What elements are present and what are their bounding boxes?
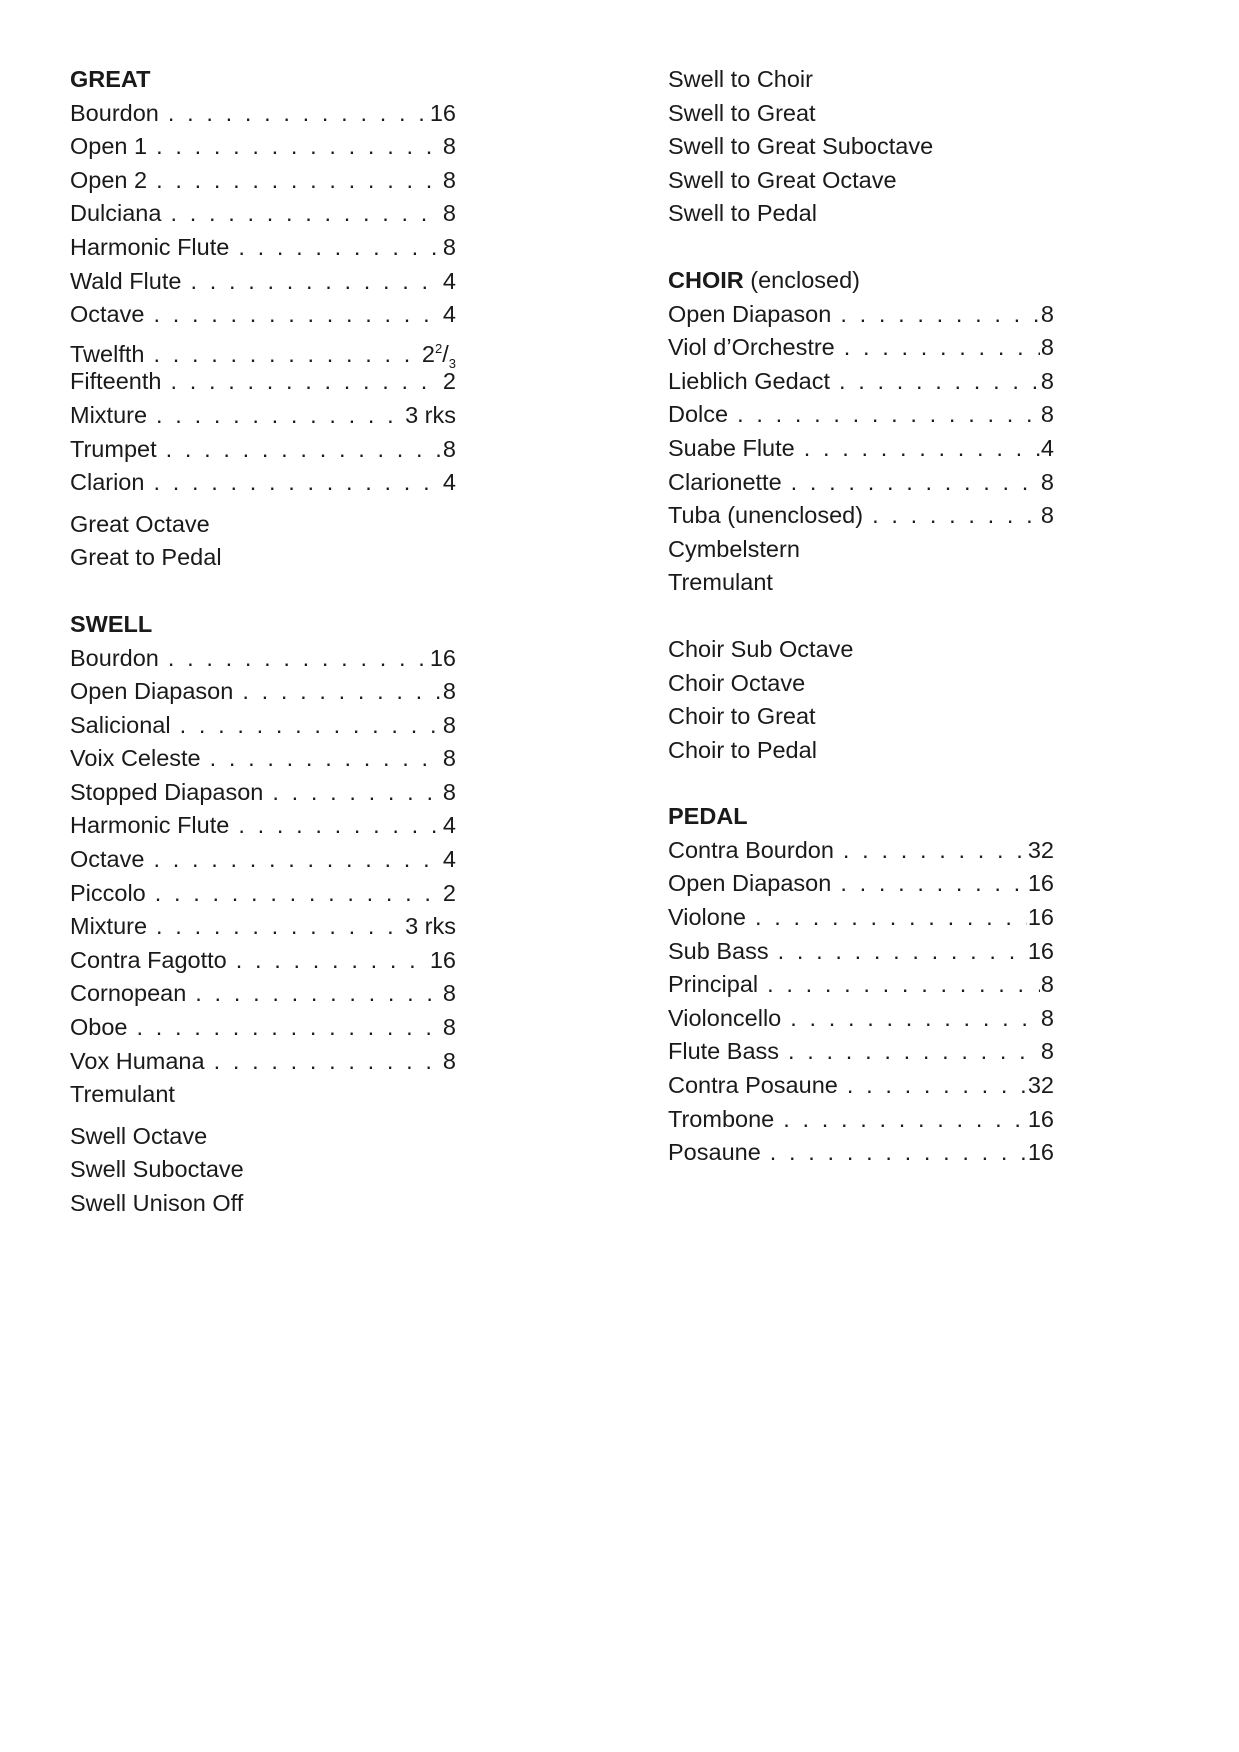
stop-name: Posaune: [668, 1139, 761, 1166]
dot-leader: [737, 398, 1040, 432]
pitch-fraction-numerator: 2: [435, 340, 443, 356]
dot-leader: [190, 265, 441, 299]
stop-pitch: [1041, 1002, 1054, 1036]
stop-name: Violoncello: [668, 1004, 782, 1031]
stop-name: Trombone: [668, 1105, 775, 1132]
stop-pitch: [1028, 867, 1054, 901]
dot-leader: [238, 231, 442, 265]
stop-pitch: [443, 809, 456, 843]
dot-leader: [778, 935, 1027, 969]
stop-pitch-value: 16: [1027, 1139, 1054, 1166]
dot-leader: [872, 499, 1040, 533]
stop-pitch-value: 32: [1027, 1072, 1054, 1099]
stop-row: [70, 97, 456, 131]
stop-name: Wald Flute: [70, 267, 182, 294]
choir-extras-list: [668, 533, 1054, 600]
stop-pitch-value: 8: [1040, 502, 1054, 529]
stop-name: Clarionette: [668, 468, 782, 495]
choir-coupler-list: [668, 633, 1054, 767]
stop-row: [668, 499, 1054, 533]
stop-pitch-value: 8: [442, 435, 456, 462]
stop-row: [70, 298, 456, 332]
plain-row: Swell to Choir: [668, 66, 813, 92]
stop-pitch-value: 8: [442, 745, 456, 772]
dot-leader: [840, 867, 1027, 901]
stop-pitch-value: 32: [1027, 836, 1054, 863]
stop-row: [668, 432, 1054, 466]
stop-pitch: [1041, 499, 1054, 533]
swell-coupler-list: [70, 1120, 456, 1221]
stop-pitch-value: 8: [1040, 971, 1054, 998]
stop-name: Harmonic Flute: [70, 233, 230, 260]
stop-pitch-value: 8: [442, 1047, 456, 1074]
stop-row: [70, 742, 456, 776]
stop-pitch: [443, 1045, 456, 1079]
stop-pitch-value: 8: [1040, 367, 1054, 394]
plain-row: Great to Pedal: [70, 544, 222, 571]
stop-row: [70, 365, 456, 399]
stop-name: Mixture: [70, 913, 148, 940]
stop-pitch-value: 8: [442, 980, 456, 1007]
stop-row: [668, 365, 1054, 399]
stop-pitch-value: 8: [442, 133, 456, 160]
stop-row: [70, 809, 456, 843]
stop-pitch: [443, 164, 456, 198]
stop-pitch-value: 8: [1040, 1004, 1054, 1031]
dot-leader: [168, 642, 429, 676]
plain-row: Swell to Great Octave: [668, 166, 897, 193]
stop-pitch-value: 3 rks: [405, 401, 456, 428]
stop-pitch: [1028, 834, 1054, 868]
plain-row: Choir Sub Octave: [668, 635, 854, 662]
stop-pitch: [443, 265, 456, 299]
stop-pitch-value: 8: [442, 233, 456, 260]
stop-name: Open 1: [70, 133, 148, 160]
stop-name: Vox Humana: [70, 1047, 205, 1074]
stop-row: [668, 1103, 1054, 1137]
stop-pitch-value: 3 rks: [405, 913, 456, 940]
stop-pitch-value: 4: [442, 267, 456, 294]
plain-row: Choir to Pedal: [668, 736, 817, 763]
stop-row: [70, 776, 456, 810]
stop-pitch: [1041, 968, 1054, 1002]
stop-row: [70, 399, 456, 433]
dot-leader: [166, 433, 442, 467]
stop-name: Tuba (unenclosed): [668, 502, 864, 529]
stop-name: Piccolo: [70, 879, 146, 906]
stop-name: Salicional: [70, 711, 171, 738]
dot-leader: [272, 776, 442, 810]
stop-row: [70, 1011, 456, 1045]
choir-heading-label: CHOIR: [668, 266, 744, 293]
stop-pitch: [1028, 1103, 1054, 1137]
stop-pitch: [443, 742, 456, 776]
plain-row: Swell Suboctave: [70, 1156, 244, 1183]
stop-name: Dulciana: [70, 200, 162, 227]
left-column: [70, 63, 456, 1221]
stop-pitch: [443, 709, 456, 743]
stop-pitch-value: 16: [1027, 870, 1054, 897]
stop-row: [70, 877, 456, 911]
stop-row: [70, 709, 456, 743]
dot-leader: [195, 977, 442, 1011]
dot-leader: [788, 1035, 1040, 1069]
dot-leader: [844, 331, 1040, 365]
stop-name: Open 2: [70, 166, 148, 193]
stop-pitch-value: 16: [1027, 937, 1054, 964]
stop-name: Violone: [668, 904, 746, 931]
plain-row: Swell Octave: [70, 1122, 208, 1149]
stop-pitch-value: 4: [442, 846, 456, 873]
great-heading: GREAT: [70, 66, 151, 92]
dot-leader: [236, 944, 429, 978]
stop-name: Lieblich Gedact: [668, 367, 830, 394]
pitch-fraction-slash: /: [442, 340, 449, 367]
stop-pitch-value: 8: [442, 1014, 456, 1041]
stop-pitch: [443, 675, 456, 709]
plain-row: Choir Octave: [668, 669, 806, 696]
stop-name: Principal: [668, 971, 759, 998]
stop-pitch: [1041, 365, 1054, 399]
stop-row: [668, 398, 1054, 432]
stop-row: [668, 968, 1054, 1002]
plain-row: Great Octave: [70, 510, 210, 537]
choir-heading-qualifier: (enclosed): [750, 266, 860, 293]
stop-pitch-value: 16: [429, 99, 456, 126]
stop-name: Mixture: [70, 401, 148, 428]
pedal-heading: PEDAL: [668, 803, 748, 830]
stop-row: [668, 1002, 1054, 1036]
dot-leader: [153, 298, 441, 332]
stop-pitch: [1041, 398, 1054, 432]
dot-leader: [156, 164, 442, 198]
stop-row: [70, 466, 456, 500]
stop-pitch: [405, 399, 456, 433]
dot-leader: [238, 809, 442, 843]
stop-pitch-value: 8: [442, 778, 456, 805]
stop-pitch: [1041, 1035, 1054, 1069]
stop-name: Flute Bass: [668, 1038, 780, 1065]
swell-heading: SWELL: [70, 610, 153, 637]
dot-leader: [843, 834, 1027, 868]
dot-leader: [137, 1011, 442, 1045]
stop-pitch-value: 16: [429, 946, 456, 973]
stop-pitch-value: 8: [442, 711, 456, 738]
dot-leader: [156, 399, 404, 433]
stop-name: Open Diapason: [668, 300, 832, 327]
stop-row: [668, 298, 1054, 332]
stop-name: Bourdon: [70, 644, 159, 671]
stop-pitch-value: 8: [442, 678, 456, 705]
dot-leader: [180, 709, 442, 743]
stop-pitch-value: 4: [1040, 434, 1054, 461]
stop-name: Sub Bass: [668, 937, 769, 964]
dot-leader: [155, 877, 442, 911]
stop-row: [70, 433, 456, 467]
stop-pitch-value: 4: [442, 469, 456, 496]
stop-pitch-value: 16: [1027, 1105, 1054, 1132]
dot-leader: [783, 1103, 1027, 1137]
stop-pitch: [443, 298, 456, 332]
dot-leader: [804, 432, 1040, 466]
swell-tremulant: Tremulant: [70, 1081, 175, 1108]
dot-leader: [791, 466, 1040, 500]
dot-leader: [767, 968, 1040, 1002]
stop-name: Fifteenth: [70, 368, 162, 395]
stop-name: Dolce: [668, 401, 729, 428]
stop-pitch: [1028, 1136, 1054, 1170]
stop-name: Twelfth: [70, 340, 145, 367]
dot-leader: [153, 843, 441, 877]
stop-pitch-value: 16: [1027, 904, 1054, 931]
stop-pitch: [443, 231, 456, 265]
dot-leader: [156, 910, 404, 944]
dot-leader: [210, 742, 442, 776]
swell-coupler-continued-list: [668, 63, 1054, 231]
plain-row: Choir to Great: [668, 703, 816, 730]
stop-pitch: [443, 843, 456, 877]
stop-pitch-value: 2: [421, 340, 435, 367]
plain-row: Swell to Great: [668, 99, 816, 126]
stop-row: [668, 1069, 1054, 1103]
stop-name: Contra Bourdon: [668, 836, 834, 863]
stop-name: Harmonic Flute: [70, 812, 230, 839]
stop-pitch-value: 4: [442, 301, 456, 328]
stop-pitch-value: 16: [429, 644, 456, 671]
pitch-fraction-denominator: 3: [448, 355, 456, 371]
stop-name: Bourdon: [70, 99, 159, 126]
pedal-stop-list: [668, 834, 1054, 1170]
stop-row: [70, 332, 456, 371]
stop-row: [668, 935, 1054, 969]
dot-leader: [170, 197, 441, 231]
stop-name: Octave: [70, 846, 145, 873]
stop-row: [70, 1045, 456, 1079]
plain-row: Tremulant: [668, 569, 773, 596]
stop-pitch: [1028, 901, 1054, 935]
stop-pitch: [443, 197, 456, 231]
stop-pitch: [430, 642, 456, 676]
stop-pitch: [443, 776, 456, 810]
stop-pitch: [443, 365, 456, 399]
stop-name: Contra Fagotto: [70, 946, 227, 973]
choir-heading: [668, 264, 1054, 298]
dot-leader: [242, 675, 442, 709]
stop-pitch: [1041, 466, 1054, 500]
stop-pitch: [1028, 1069, 1054, 1103]
stop-row: [70, 910, 456, 944]
stop-row: [668, 1035, 1054, 1069]
stop-pitch: [1041, 331, 1054, 365]
stop-pitch: [443, 1011, 456, 1045]
stop-row: [70, 944, 456, 978]
stop-pitch: [443, 877, 456, 911]
stop-pitch: [443, 433, 456, 467]
great-stop-list: [70, 97, 456, 500]
stop-row: [668, 1136, 1054, 1170]
stop-name: Oboe: [70, 1014, 128, 1041]
dot-leader: [790, 1002, 1040, 1036]
stop-row: [70, 164, 456, 198]
stop-row: [668, 834, 1054, 868]
stop-pitch-value: 8: [1040, 300, 1054, 327]
stop-name: Open Diapason: [70, 678, 234, 705]
dot-leader: [168, 97, 429, 131]
stop-pitch-value: 8: [442, 166, 456, 193]
dot-leader: [770, 1136, 1027, 1170]
stop-row: [668, 901, 1054, 935]
stop-name: Contra Posaune: [668, 1072, 838, 1099]
stop-name: Octave: [70, 301, 145, 328]
stop-row: [70, 197, 456, 231]
great-coupler-list: [70, 508, 456, 575]
stop-name: Viol d’Orchestre: [668, 334, 835, 361]
dot-leader: [214, 1045, 442, 1079]
stop-row: [70, 231, 456, 265]
choir-stop-list: [668, 298, 1054, 533]
stop-pitch: [443, 466, 456, 500]
dot-leader: [156, 130, 442, 164]
stop-name: Cornopean: [70, 980, 187, 1007]
dot-leader: [847, 1069, 1027, 1103]
stop-row: [70, 675, 456, 709]
dot-leader: [153, 466, 441, 500]
plain-row: Swell Unison Off: [70, 1190, 244, 1216]
stop-pitch: [1041, 432, 1054, 466]
stop-pitch-value: 8: [1040, 468, 1054, 495]
stop-pitch: [430, 944, 456, 978]
stop-name: Clarion: [70, 469, 145, 496]
stop-row: [70, 642, 456, 676]
stop-pitch: [443, 130, 456, 164]
stop-name: Trumpet: [70, 435, 157, 462]
plain-row: Cymbelstern: [668, 535, 800, 562]
stop-pitch-value: 2: [442, 879, 456, 906]
stop-row: [70, 977, 456, 1011]
stop-pitch: [430, 97, 456, 131]
stop-pitch-value: 4: [442, 812, 456, 839]
dot-leader: [170, 365, 441, 399]
stop-pitch: [1028, 935, 1054, 969]
stop-name: Stopped Diapason: [70, 778, 264, 805]
swell-stop-list: [70, 642, 456, 1079]
stop-row: [668, 331, 1054, 365]
dot-leader: [839, 365, 1040, 399]
stop-row: [668, 867, 1054, 901]
stop-pitch-value: 8: [1040, 334, 1054, 361]
stop-pitch: [405, 910, 456, 944]
dot-leader: [755, 901, 1027, 935]
stop-row: [70, 265, 456, 299]
stop-name: Open Diapason: [668, 870, 832, 897]
stop-row: [70, 130, 456, 164]
stop-pitch: [443, 977, 456, 1011]
stop-name: Voix Celeste: [70, 745, 201, 772]
stop-pitch: [1041, 298, 1054, 332]
stop-pitch-value: 8: [1040, 401, 1054, 428]
right-column: [668, 63, 1054, 1170]
plain-row: Swell to Great Suboctave: [668, 133, 934, 160]
stop-pitch-value: 8: [442, 200, 456, 227]
stop-pitch-value: 8: [1040, 1038, 1054, 1065]
plain-row: Swell to Pedal: [668, 200, 817, 227]
stop-pitch-value: 2: [442, 368, 456, 395]
stop-name: Suabe Flute: [668, 434, 795, 461]
stop-row: [668, 466, 1054, 500]
dot-leader: [840, 298, 1040, 332]
stop-row: [70, 843, 456, 877]
